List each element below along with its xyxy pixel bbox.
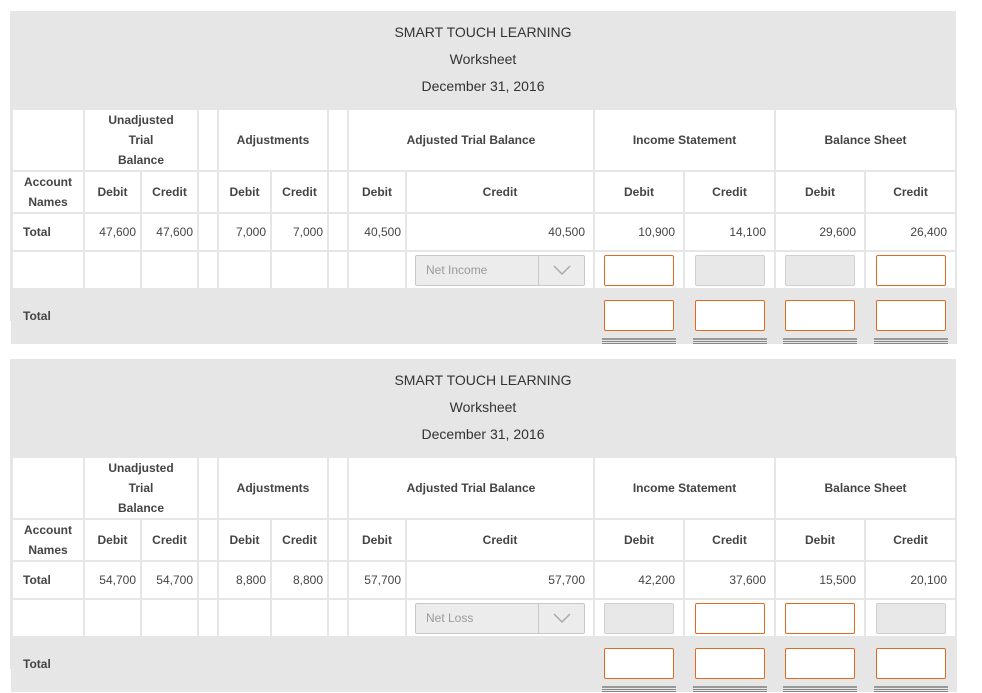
is-credit-final-cell — [684, 289, 775, 343]
header-atb-credit: Credit — [406, 519, 594, 561]
net-result-select-value: Net Loss — [426, 610, 474, 625]
is-debit-total: 10,900 — [594, 213, 684, 251]
header-unadjusted-trial-balance: Unadjusted Trial Balance — [84, 109, 198, 171]
atb-credit-total: 40,500 — [406, 213, 594, 251]
is-credit-total: 37,600 — [684, 561, 775, 599]
adj-credit-total: 7,000 — [271, 213, 328, 251]
bs-credit-total: 20,100 — [865, 561, 956, 599]
adj-debit-total: 8,800 — [218, 561, 271, 599]
is-debit-net-cell — [594, 251, 684, 289]
is-credit-final-cell — [684, 637, 775, 691]
spacer — [198, 289, 218, 343]
header-is-credit: Credit — [684, 171, 775, 213]
header-is-debit: Debit — [594, 171, 684, 213]
bs-credit-net-input[interactable] — [876, 255, 946, 286]
spacer — [328, 519, 348, 561]
header-utb-debit: Debit — [84, 519, 141, 561]
worksheet-header — [10, 359, 956, 456]
header-adj-credit: Credit — [271, 171, 328, 213]
totals-row — [12, 561, 956, 599]
bs-debit-net-input[interactable] — [785, 603, 855, 634]
is-credit-final-input[interactable] — [695, 648, 765, 679]
final-total-row — [12, 289, 956, 343]
header-account-names: Account Names — [12, 171, 84, 213]
worksheet-net-income — [10, 11, 956, 321]
utb-debit-total: 47,600 — [84, 213, 141, 251]
empty-cell — [84, 637, 141, 691]
is-debit-net-input[interactable] — [604, 255, 674, 286]
header-utb-debit: Debit — [84, 171, 141, 213]
empty-cell — [84, 289, 141, 343]
spacer — [328, 457, 348, 519]
empty-cell — [12, 251, 84, 289]
is-debit-final-cell — [594, 637, 684, 691]
company-name: SMART TOUCH LEARNING — [394, 372, 572, 388]
company-name: SMART TOUCH LEARNING — [394, 24, 572, 40]
worksheet-title: Worksheet — [449, 51, 517, 67]
spacer — [328, 599, 348, 637]
header-bs-debit: Debit — [775, 171, 865, 213]
worksheet-header — [10, 11, 956, 108]
empty-cell — [141, 289, 198, 343]
header-bs-debit: Debit — [775, 519, 865, 561]
empty-cell — [141, 599, 198, 637]
bs-credit-net-input-disabled — [876, 603, 946, 634]
bs-credit-final-input[interactable] — [876, 648, 946, 679]
spacer — [198, 213, 218, 251]
is-credit-net-input[interactable] — [695, 603, 765, 634]
header-adjusted-trial-balance: Adjusted Trial Balance — [348, 109, 594, 171]
empty-cell — [406, 637, 594, 691]
net-result-select-cell[interactable] — [406, 599, 594, 637]
blank-corner — [12, 457, 84, 519]
spacer — [198, 637, 218, 691]
header-account-names: Account Names — [12, 519, 84, 561]
empty-cell — [218, 289, 271, 343]
empty-cell — [406, 289, 594, 343]
bs-debit-total: 29,600 — [775, 213, 865, 251]
header-bs-credit: Credit — [865, 171, 956, 213]
empty-cell — [348, 289, 406, 343]
empty-cell — [141, 637, 198, 691]
header-utb-credit: Credit — [141, 171, 198, 213]
spacer — [328, 171, 348, 213]
worksheet-date: December 31, 2016 — [421, 78, 545, 94]
bs-debit-net-input-disabled — [785, 255, 855, 286]
bs-debit-final-input[interactable] — [785, 300, 855, 331]
header-atb-debit: Debit — [348, 519, 406, 561]
bs-debit-final-cell — [775, 637, 865, 691]
atb-debit-total: 57,700 — [348, 561, 406, 599]
header-atb-credit: Credit — [406, 171, 594, 213]
utb-credit-total: 47,600 — [141, 213, 198, 251]
bs-debit-final-input[interactable] — [785, 648, 855, 679]
is-debit-net-input-disabled — [604, 603, 674, 634]
spacer — [198, 599, 218, 637]
header-income-statement: Income Statement — [594, 457, 775, 519]
utb-debit-total: 54,700 — [84, 561, 141, 599]
spacer — [328, 561, 348, 599]
header-balance-sheet: Balance Sheet — [775, 109, 956, 171]
empty-cell — [84, 251, 141, 289]
header-adjustments: Adjustments — [218, 457, 328, 519]
empty-cell — [271, 599, 328, 637]
bs-debit-total: 15,500 — [775, 561, 865, 599]
chevron-down-icon[interactable] — [538, 256, 584, 285]
bs-debit-net-cell — [775, 251, 865, 289]
spacer — [328, 637, 348, 691]
worksheet-table — [11, 456, 957, 692]
header-adj-debit: Debit — [218, 171, 271, 213]
adj-debit-total: 7,000 — [218, 213, 271, 251]
bs-credit-total: 26,400 — [865, 213, 956, 251]
bs-debit-net-cell — [775, 599, 865, 637]
is-credit-net-cell — [684, 251, 775, 289]
final-total-label: Total — [12, 289, 84, 343]
header-bs-credit: Credit — [865, 519, 956, 561]
bs-credit-net-cell — [865, 599, 956, 637]
is-debit-total: 42,200 — [594, 561, 684, 599]
header-unadjusted-trial-balance: Unadjusted Trial Balance — [84, 457, 198, 519]
header-atb-debit: Debit — [348, 171, 406, 213]
is-debit-final-input[interactable] — [604, 648, 674, 679]
is-debit-final-input[interactable] — [604, 300, 674, 331]
empty-cell — [141, 251, 198, 289]
total-label: Total — [12, 213, 84, 251]
header-income-statement: Income Statement — [594, 109, 775, 171]
spacer — [328, 213, 348, 251]
blank-corner — [12, 109, 84, 171]
header-adjustments: Adjustments — [218, 109, 328, 171]
utb-credit-total: 54,700 — [141, 561, 198, 599]
total-label: Total — [12, 561, 84, 599]
spacer — [328, 109, 348, 171]
bs-credit-final-input[interactable] — [876, 300, 946, 331]
empty-cell — [84, 599, 141, 637]
spacer — [198, 457, 218, 519]
is-credit-final-input[interactable] — [695, 300, 765, 331]
is-debit-final-cell — [594, 289, 684, 343]
spacer — [328, 289, 348, 343]
header-utb-credit: Credit — [141, 519, 198, 561]
header-adjusted-trial-balance: Adjusted Trial Balance — [348, 457, 594, 519]
final-total-row — [12, 637, 956, 691]
empty-cell — [271, 251, 328, 289]
empty-cell — [218, 251, 271, 289]
empty-cell — [348, 599, 406, 637]
bs-credit-final-cell — [865, 637, 956, 691]
net-result-row — [12, 251, 956, 289]
empty-cell — [271, 637, 328, 691]
final-total-label: Total — [12, 637, 84, 691]
header-is-credit: Credit — [684, 519, 775, 561]
spacer — [198, 561, 218, 599]
header-is-debit: Debit — [594, 519, 684, 561]
adj-credit-total: 8,800 — [271, 561, 328, 599]
bs-debit-final-cell — [775, 289, 865, 343]
empty-cell — [218, 637, 271, 691]
is-credit-net-input-disabled — [695, 255, 765, 286]
header-adj-credit: Credit — [271, 519, 328, 561]
worksheet-net-loss — [10, 359, 956, 669]
bs-credit-final-cell — [865, 289, 956, 343]
net-result-select[interactable] — [415, 603, 585, 634]
header-adj-debit: Debit — [218, 519, 271, 561]
empty-cell — [348, 251, 406, 289]
atb-debit-total: 40,500 — [348, 213, 406, 251]
empty-cell — [271, 289, 328, 343]
bs-credit-net-cell — [865, 251, 956, 289]
spacer — [198, 109, 218, 171]
worksheet-date: December 31, 2016 — [421, 426, 545, 442]
is-credit-net-cell — [684, 599, 775, 637]
spacer — [198, 519, 218, 561]
empty-cell — [12, 599, 84, 637]
empty-cell — [218, 599, 271, 637]
totals-row — [12, 213, 956, 251]
worksheet-title: Worksheet — [449, 399, 517, 415]
net-result-select-value: Net Income — [426, 262, 488, 277]
empty-cell — [348, 637, 406, 691]
atb-credit-total: 57,700 — [406, 561, 594, 599]
spacer — [198, 251, 218, 289]
net-result-select-cell[interactable] — [406, 251, 594, 289]
net-result-row — [12, 599, 956, 637]
is-credit-total: 14,100 — [684, 213, 775, 251]
chevron-down-icon[interactable] — [538, 604, 584, 633]
header-balance-sheet: Balance Sheet — [775, 457, 956, 519]
is-debit-net-cell — [594, 599, 684, 637]
spacer — [328, 251, 348, 289]
worksheet-table — [11, 108, 957, 344]
net-result-select[interactable] — [415, 255, 585, 286]
spacer — [198, 171, 218, 213]
